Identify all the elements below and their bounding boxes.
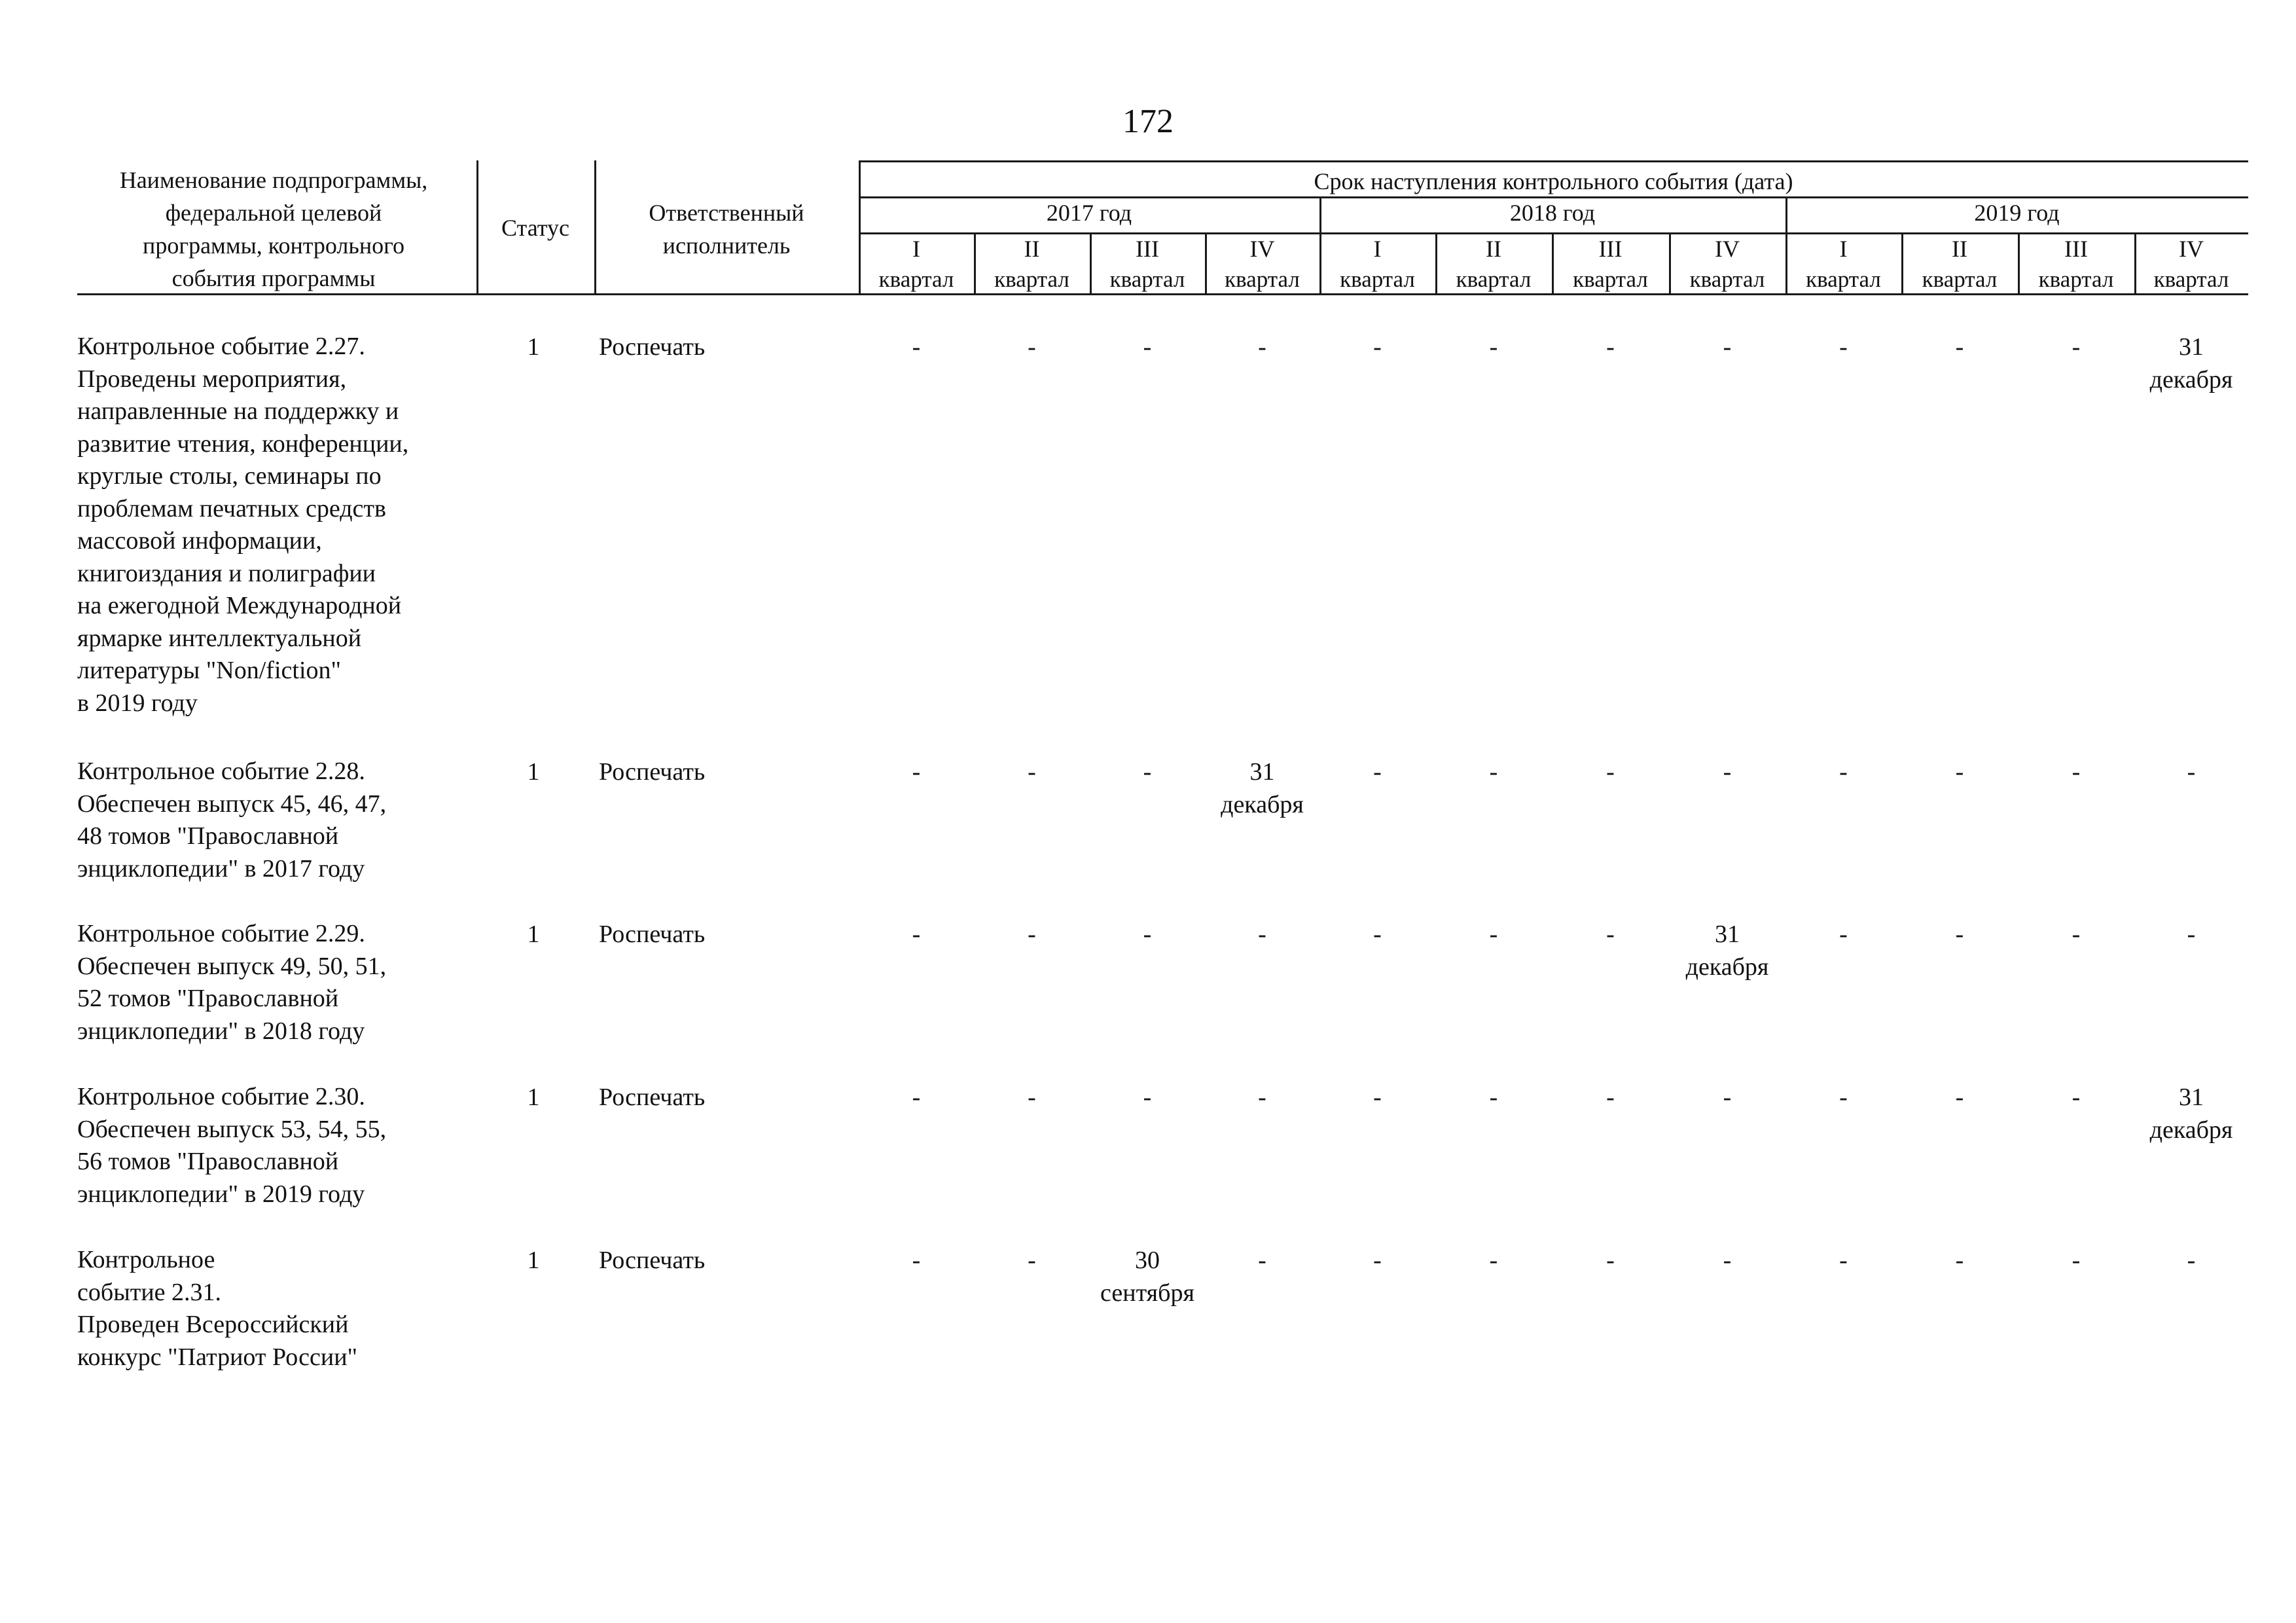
event-description: Контрольное событие 2.27. Проведены мероприятия, направленные на поддержку и развитие чтения, конференции, круглые столы, семинары по проблемам печатных средств массовой информации, книгоиздания и полиграфии на ежегодной Международной ярмарке интеллектуальной литературы "Non/fiction" в 2019 году — [77, 333, 409, 717]
event-status: 1 — [527, 333, 540, 361]
event-description: Контрольное событие 2.31. Проведен Всероссийский конкурс "Патриот России" — [77, 1246, 358, 1371]
event-quarter-date: - — [912, 1084, 921, 1111]
event-quarter-date: - — [1373, 333, 1382, 361]
event-quarter-date: - — [1258, 333, 1266, 361]
header-quarter-label: квартал — [1340, 266, 1415, 292]
event-quarter-date: - — [912, 921, 921, 948]
event-quarter-date: - — [1839, 921, 1848, 948]
quarter-divider — [1435, 232, 1437, 293]
event-quarter-date: - — [1143, 1084, 1152, 1111]
event-status: 1 — [527, 758, 540, 786]
event-quarter-date: 31 декабря — [1685, 921, 1769, 981]
event-quarter-date: - — [1143, 921, 1152, 948]
event-quarter-date: - — [1028, 1084, 1036, 1111]
header-year: 2017 год — [1046, 200, 1132, 226]
event-description: Контрольное событие 2.30. Обеспечен выпуск 53, 54, 55, 56 томов "Православной энциклопедии" в 2019 году — [77, 1083, 387, 1208]
event-description: Контрольное событие 2.29. Обеспечен выпуск 49, 50, 51, 52 томов "Православной энциклопедии" в 2018 году — [77, 920, 387, 1045]
event-quarter-date: - — [1258, 1084, 1266, 1111]
header-date-group: Срок наступления контрольного события (дата) — [1314, 168, 1793, 194]
quarter-divider — [1669, 232, 1671, 293]
event-quarter-date: - — [1606, 333, 1615, 361]
header-name-column: Наименование подпрограммы, федеральной целевой программы, контрольного события программы — [119, 167, 428, 291]
event-quarter-date: - — [1955, 1084, 1964, 1111]
event-quarter-date: - — [1028, 1247, 1036, 1274]
event-quarter-date: - — [1723, 333, 1732, 361]
header-quarter-label: квартал — [2153, 266, 2229, 292]
event-quarter-date: - — [2072, 1084, 2081, 1111]
event-quarter-date: - — [1723, 1084, 1732, 1111]
event-quarter-date: - — [2187, 921, 2196, 948]
event-quarter-date: - — [1489, 333, 1498, 361]
header-quarter-label: квартал — [1109, 266, 1185, 292]
event-quarter-date: - — [1839, 333, 1848, 361]
header-quarter-numeral: I — [1839, 236, 1848, 262]
page-number: 172 — [1122, 103, 1174, 140]
event-quarter-date: - — [1955, 921, 1964, 948]
event-quarter-date: - — [1373, 1084, 1382, 1111]
event-description: Контрольное событие 2.28. Обеспечен выпуск 45, 46, 47, 48 томов "Православной энциклопедии" в 2017 году — [77, 757, 387, 883]
header-quarter-label: квартал — [1922, 266, 1998, 292]
header-quarter-label: квартал — [1806, 266, 1881, 292]
event-quarter-date: - — [2187, 758, 2196, 786]
event-status: 1 — [527, 921, 540, 948]
event-quarter-date: - — [1606, 758, 1615, 786]
event-quarter-date: - — [1028, 921, 1036, 948]
event-quarter-date: - — [2072, 333, 2081, 361]
event-quarter-date: - — [1258, 921, 1266, 948]
year-divider — [1785, 196, 1787, 293]
event-quarter-date: - — [1839, 1247, 1848, 1274]
event-quarter-date: - — [1028, 333, 1036, 361]
quarter-divider — [1090, 232, 1092, 293]
event-quarter-date: - — [2187, 1247, 2196, 1274]
column-divider — [594, 160, 596, 293]
quarter-divider — [1205, 232, 1207, 293]
event-quarter-date: - — [1955, 333, 1964, 361]
quarter-divider — [2018, 232, 2020, 293]
quarter-divider — [974, 232, 976, 293]
event-quarter-date: - — [1606, 1247, 1615, 1274]
header-year: 2019 год — [1974, 200, 2060, 226]
header-quarter-label: квартал — [994, 266, 1069, 292]
event-quarter-date: - — [1955, 1247, 1964, 1274]
event-quarter-date: - — [912, 1247, 921, 1274]
event-status: 1 — [527, 1247, 540, 1274]
event-quarter-date: - — [1143, 758, 1152, 786]
event-quarter-date: - — [1606, 921, 1615, 948]
header-quarter-label: квартал — [2038, 266, 2114, 292]
event-quarter-date: - — [1489, 1247, 1498, 1274]
event-quarter-date: - — [2072, 758, 2081, 786]
event-quarter-date: - — [912, 333, 921, 361]
header-quarter-label: квартал — [1456, 266, 1532, 292]
event-responsible: Роспечать — [599, 1084, 706, 1111]
event-quarter-date: - — [1143, 333, 1152, 361]
header-quarter-numeral: II — [1486, 236, 1501, 262]
header-year: 2018 год — [1509, 200, 1596, 226]
year-divider — [1319, 196, 1321, 293]
event-quarter-date: - — [1839, 1084, 1848, 1111]
event-quarter-date: - — [1489, 758, 1498, 786]
event-quarter-date: - — [1955, 758, 1964, 786]
event-responsible: Роспечать — [599, 1247, 706, 1274]
header-rule-bottom — [77, 293, 2248, 295]
event-quarter-date: - — [1373, 1247, 1382, 1274]
header-quarter-label: квартал — [1225, 266, 1300, 292]
header-responsible-column: Ответственный исполнитель — [649, 200, 804, 259]
event-quarter-date: - — [1489, 1084, 1498, 1111]
header-quarter-numeral: I — [912, 236, 920, 262]
event-quarter-date: - — [2072, 921, 2081, 948]
event-quarter-date: - — [1489, 921, 1498, 948]
event-quarter-date: - — [1373, 758, 1382, 786]
column-divider — [859, 160, 861, 293]
header-quarter-numeral: III — [2064, 236, 2088, 262]
header-status-column: Статус — [501, 215, 569, 241]
header-quarter-label: квартал — [1689, 266, 1765, 292]
header-quarter-label: квартал — [878, 266, 954, 292]
event-quarter-date: - — [912, 758, 921, 786]
header-quarter-numeral: III — [1136, 236, 1159, 262]
header-quarter-numeral: I — [1373, 236, 1382, 262]
event-quarter-date: - — [1723, 758, 1732, 786]
header-quarter-numeral: IV — [1715, 236, 1740, 262]
quarter-divider — [1552, 232, 1554, 293]
event-quarter-date: - — [1606, 1084, 1615, 1111]
column-divider — [476, 160, 478, 293]
header-quarter-label: квартал — [1573, 266, 1648, 292]
quarter-divider — [1901, 232, 1903, 293]
header-quarter-numeral: IV — [2179, 236, 2204, 262]
event-quarter-date: - — [1373, 921, 1382, 948]
event-quarter-date: - — [1839, 758, 1848, 786]
header-quarter-numeral: IV — [1249, 236, 1275, 262]
event-quarter-date: 30 сентября — [1100, 1247, 1194, 1307]
event-responsible: Роспечать — [599, 333, 706, 361]
event-quarter-date: - — [1723, 1247, 1732, 1274]
header-quarter-numeral: III — [1598, 236, 1623, 262]
event-quarter-date: - — [1028, 758, 1036, 786]
event-status: 1 — [527, 1084, 540, 1111]
event-quarter-date: 31 декабря — [2149, 1084, 2233, 1144]
event-quarter-date: 31 декабря — [2149, 333, 2233, 393]
header-quarter-numeral: II — [1024, 236, 1040, 262]
event-quarter-date: - — [2072, 1247, 2081, 1274]
event-responsible: Роспечать — [599, 921, 706, 948]
header-rule-group — [859, 196, 2248, 198]
event-responsible: Роспечать — [599, 758, 706, 786]
header-quarter-numeral: II — [1952, 236, 1967, 262]
event-quarter-date: 31 декабря — [1221, 758, 1304, 818]
event-quarter-date: - — [1258, 1247, 1266, 1274]
quarter-divider — [2134, 232, 2136, 293]
header-rule-top — [859, 160, 2248, 162]
